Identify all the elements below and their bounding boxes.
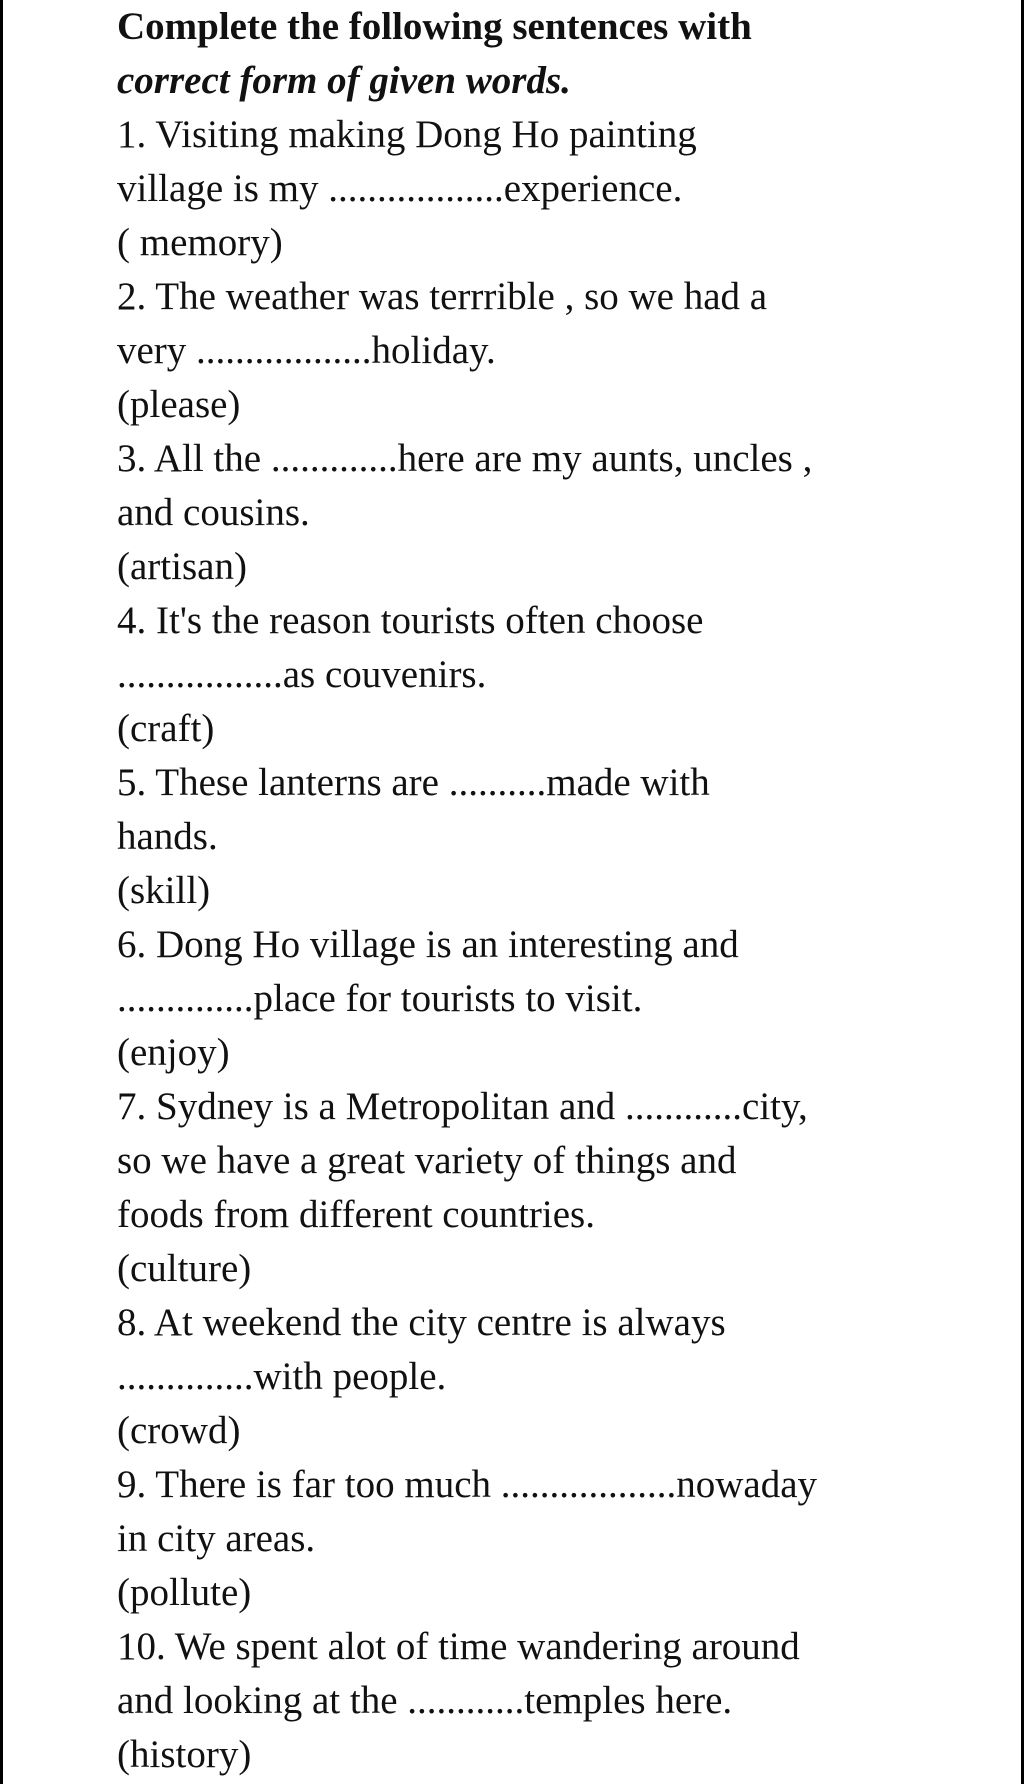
exercise-10-line-1: 10. We spent alot of time wandering around <box>117 1625 800 1668</box>
exercise-5-hint: (skill) <box>117 869 211 912</box>
exercise-2-line-2: very ..................holiday. <box>117 329 496 372</box>
exercise-2-line-1: 2. The weather was terrrible , so we had a <box>117 275 768 318</box>
instructions-line-1: Complete the following sentences with <box>117 5 752 48</box>
exercise-10-hint: (history) <box>117 1733 252 1776</box>
exercise-8-line-1: 8. At weekend the city centre is always <box>117 1301 726 1344</box>
exercise-1-hint: ( memory) <box>117 221 283 264</box>
exercise-6-hint: (enjoy) <box>117 1031 230 1074</box>
instructions-line-2: correct form of given words. <box>117 59 571 102</box>
exercise-3-line-2: and cousins. <box>117 491 310 534</box>
exercise-9-hint: (pollute) <box>117 1571 252 1614</box>
exercise-8-line-2: ..............with people. <box>117 1355 447 1398</box>
exercise-3-line-1: 3. All the .............here are my aunts, uncles , <box>117 437 813 480</box>
exercise-6-line-1: 6. Dong Ho village is an interesting and <box>117 923 739 966</box>
worksheet-content <box>117 0 1017 1782</box>
exercise-4-line-2: .................as couvenirs. <box>117 653 487 696</box>
exercise-9-line-2: in city areas. <box>117 1517 316 1560</box>
left-border <box>0 0 3 1784</box>
exercise-5-line-2: hands. <box>117 815 218 858</box>
exercise-7-line-2: so we have a great variety of things and <box>117 1139 737 1182</box>
exercise-4-hint: (craft) <box>117 707 215 750</box>
exercise-2-hint: (please) <box>117 383 241 426</box>
exercise-7-line-1: 7. Sydney is a Metropolitan and ............city, <box>117 1085 808 1128</box>
exercise-1-line-2: village is my ..................experience. <box>117 167 683 210</box>
exercise-1-line-1: 1. Visiting making Dong Ho painting <box>117 113 697 156</box>
exercise-3-hint: (artisan) <box>117 545 247 588</box>
exercise-7-hint: (culture) <box>117 1247 252 1290</box>
exercise-6-line-2: ..............place for tourists to visit. <box>117 977 643 1020</box>
exercise-10-line-2: and looking at the ............temples here. <box>117 1679 733 1722</box>
exercise-5-line-1: 5. These lanterns are ..........made with <box>117 761 710 804</box>
exercise-9-line-1: 9. There is far too much ..................nowaday <box>117 1463 818 1506</box>
exercise-4-line-1: 4. It's the reason tourists often choose <box>117 599 704 642</box>
exercise-8-hint: (crowd) <box>117 1409 241 1452</box>
exercise-7-line-3: foods from different countries. <box>117 1193 595 1236</box>
